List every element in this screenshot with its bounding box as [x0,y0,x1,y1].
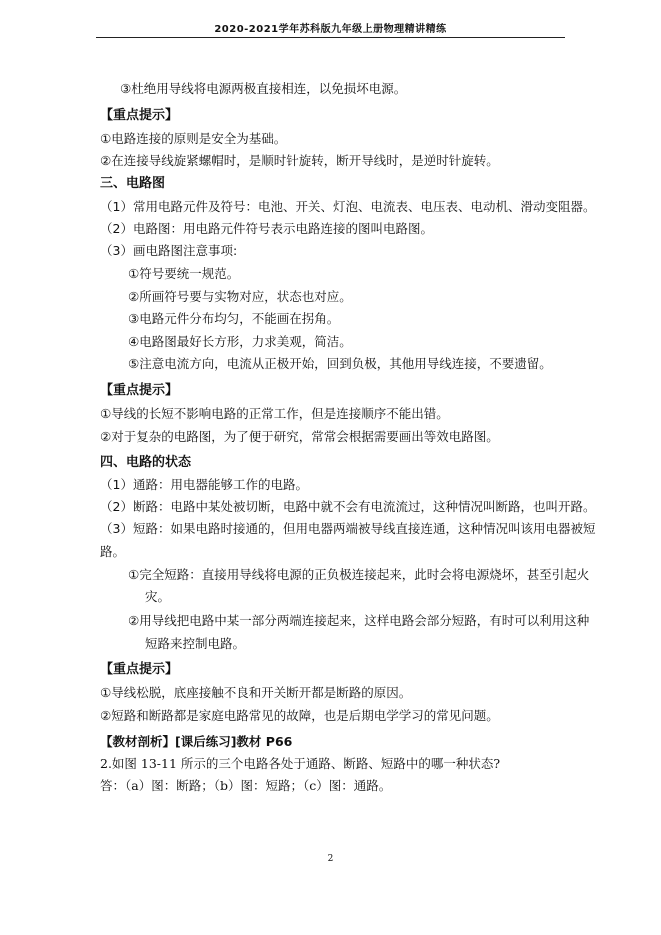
text-line: ③杜绝用导线将电源两极直接相连，以免损坏电源。 [120,81,407,96]
section-note-heading: 【重点提示】 [100,383,179,398]
page-number: 2 [327,854,334,864]
text-line: ①导线的长短不影响电路的正常工作，但是连接顺序不能出错。 [100,406,449,421]
text-line: ①导线松脱，底座接触不良和开关断开都是断路的原因。 [100,685,412,700]
text-line: ③电路元件分布均匀，不能画在拐角。 [128,311,340,326]
text-line: ②用导线把电路中某一部分两端连接起来，这样电路会部分短路，有时可以利用这种 [128,613,590,628]
text-line: 短路来控制电路。 [145,636,246,651]
text-line: （3）画电路图注意事项: [100,243,238,258]
text-line: （2）断路：电路中某处被切断，电路中就不会有电流流过，这种情况叫断路，也叫开路。 [100,499,596,514]
text-line: （1）常用电路元件及符号：电池、开关、灯泡、电流表、电压表、电动机、滑动变阻器。 [100,199,596,214]
text-line: ②所画符号要与实物对应，状态也对应。 [128,289,352,304]
text-line: （1）通路：用电器能够工作的电路。 [100,477,308,492]
section-heading: 三、电路图 [100,176,166,191]
text-line: ②对于复杂的电路图，为了便于研究，常常会根据需要画出等效电路图。 [100,429,499,444]
section-note-heading: 【重点提示】 [100,662,179,677]
text-line: ②短路和断路都是家庭电路常见的故障，也是后期电学学习的常见问题。 [100,708,499,723]
text-line: 灾。 [145,589,171,604]
text-line: （2）电路图：用电路元件符号表示电路连接的图叫电路图。 [100,221,433,236]
text-line: ①电路连接的原则是安全为基础。 [100,131,287,146]
exercise-question: 2.如图 13-11 所示的三个电路各处于通路、断路、短路中的哪一种状态? [100,756,501,771]
text-line: （3）短路：如果电路时接通的，但用电器两端被导线直接连通，这种情况叫该用电器被短 [100,521,596,536]
text-line: ①完全短路：直接用导线将电源的正负极连接起来，此时会将电源烧坏，甚至引起火 [128,567,590,582]
section-note-heading: 【重点提示】 [100,108,179,123]
textbook-analysis-heading: 【教材剖析】[课后练习]教材 P66 [100,734,293,749]
header-rule [96,37,565,38]
text-line: 路。 [100,544,126,559]
text-line: ④电路图最好长方形，力求美观，简洁。 [128,334,352,349]
text-line: ①符号要统一规范。 [128,266,240,281]
text-line: ⑤注意电流方向，电流从正极开始，回到负极，其他用导线连接，不要遗留。 [128,356,552,371]
exercise-answer: 答：（a）图：断路；（b）图：短路；（c）图：通路。 [100,778,392,793]
page-header: 2020-2021学年苏科版九年级上册物理精讲精练 [214,24,447,35]
text-line: ②在连接导线旋紧螺帽时，是顺时针旋转，断开导线时，是逆时针旋转。 [100,153,499,168]
section-heading: 四、电路的状态 [100,455,192,470]
